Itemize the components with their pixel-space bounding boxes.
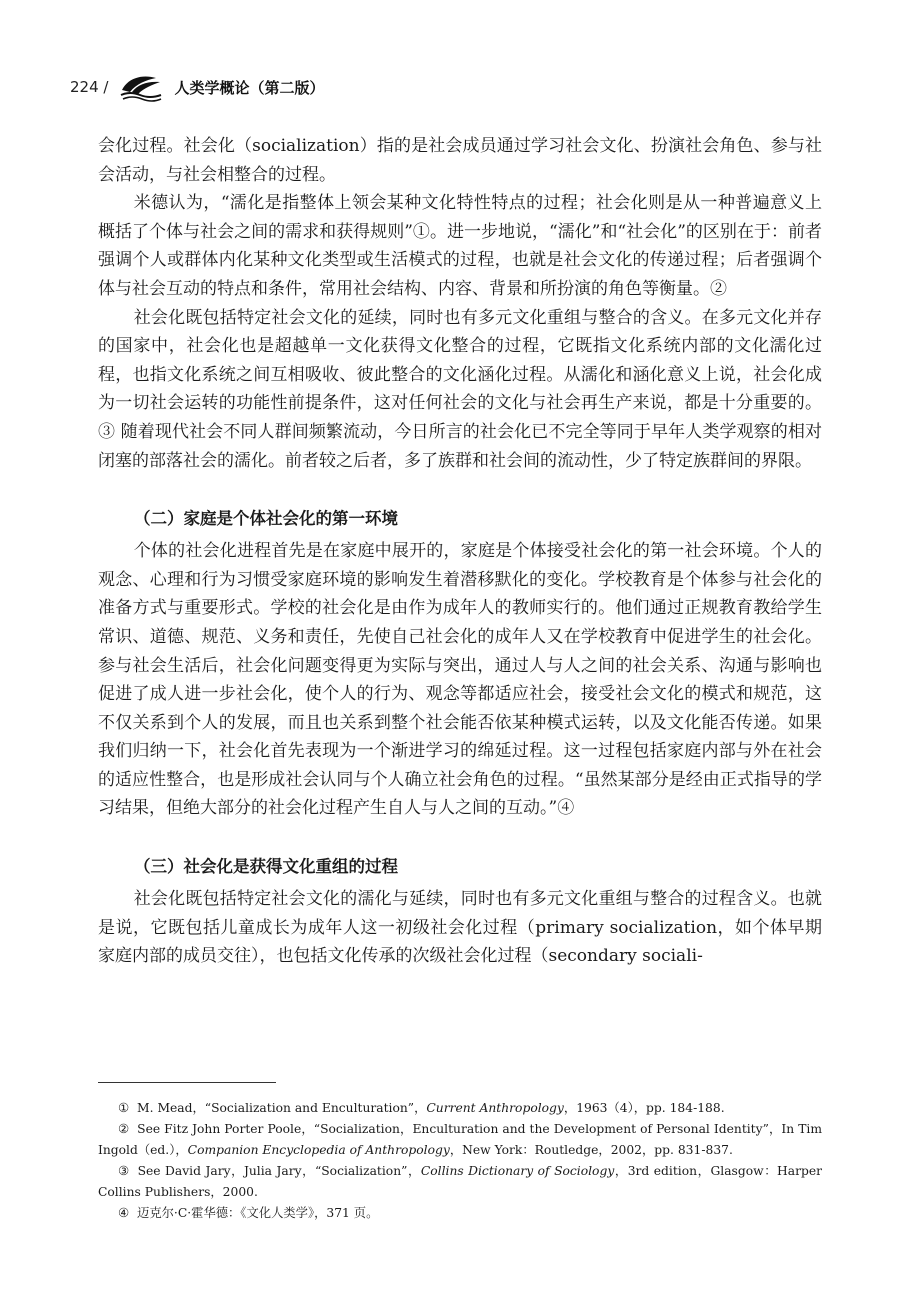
footnote-source-title: Current Anthropology xyxy=(426,1101,564,1115)
footnote-text: M. Mead，“Socialization and Enculturation”， xyxy=(137,1101,427,1115)
section-heading-2: （二）家庭是个体社会化的第一环境 xyxy=(134,509,398,529)
footnote-4 xyxy=(98,1203,822,1224)
book-title: 人类学概论（第二版） xyxy=(174,78,325,97)
footnote-2 xyxy=(98,1119,822,1161)
footnote-source-title: Companion Encyclopedia of Anthropology xyxy=(187,1143,450,1157)
footnote-text: See David Jary，Julia Jary，“Socialization”， xyxy=(137,1164,421,1178)
section-2-paragraph: 个体的社会化进程首先是在家庭中展开的，家庭是个体接受社会化的第一社会环境。个人的观念、心理和行为习惯受家庭环境的影响发生着潜移默化的变化。学校教育是个体参与社会化的准备方式与重要形式。学校的社会化是由作为成年人的教师实行的。他们通过正规教育教给学生常识、道德、规范、义务和责任，先使自己社会化的成年人又在学校教育中促进学生的社会化。参与社会生活后，社会化问题变得更为实际与突出，通过人与人之间的社会关系、沟通与影响也促进了成人进一步社会化，使个人的行为、观念等都适应社会，接受社会文化的模式和规范，这不仅关系到个人的发展，而且也关系到整个社会能否依某种模式运转，以及文化能否传递。如果我们归纳一下，社会化首先表现为一个渐进学习的绵延过程。这一过程包括家庭内部与外在社会的适应性整合，也是形成社会认同与个人确立社会角色的过程。“虽然某部分是经由正式指导的学习结果，但绝大部分的社会化过程产生自人与人之间的互动。”④ xyxy=(98,541,822,819)
paragraph-2: 米德认为，“濡化是指整体上领会某种文化特性特点的过程；社会化则是从一种普遍意义上概括了个体与社会之间的需求和获得规则”①。进一步地说，“濡化”和“社会化”的区别在于：前者强调个人或群体内化某种文化类型或生活模式的过程，也就是社会文化的传递过程；后者强调个体与社会互动的特点和条件，常用社会结构、内容、背景和所扮演的角色等衡量。② xyxy=(98,193,822,299)
leaf-wave-logo-icon xyxy=(118,72,164,102)
footnote-mark: ④ xyxy=(118,1206,130,1220)
section-3-paragraph: 社会化既包括特定社会文化的濡化与延续，同时也有多元文化重组与整合的过程含义。也就是说，它既包括儿童成长为成年人这一初级社会化过程（primary socialization，如个体早期家庭内部的成员交往），也包括文化传承的次级社会化过程（secondary sociali- xyxy=(98,889,822,967)
paragraph-1: 会化过程。社会化（socialization）指的是社会成员通过学习社会文化、扮演社会角色、参与社会活动，与社会相整合的过程。 xyxy=(98,136,822,185)
footnotes xyxy=(98,1098,822,1224)
footnote-text: See Fitz John Porter Poole，“Socialization，Enculturation and the Development of Personal Identity”，In Tim Ingold（ed.）， xyxy=(98,1122,822,1157)
footnote-text-end: ，New York：Routledge，2002，pp. 831-837. xyxy=(449,1143,733,1157)
footnote-text-end: ，1963（4），pp. 184-188. xyxy=(563,1101,725,1115)
footnote-mark: ③ xyxy=(118,1164,130,1178)
footnote-1 xyxy=(98,1098,822,1119)
body-text xyxy=(98,132,822,971)
footnote-text-end: ，3rd edition，Glasgow：Harper Collins Publishers，2000. xyxy=(98,1164,823,1199)
footnote-text: 迈克尔·C·霍华德：《文化人类学》，371 页。 xyxy=(137,1206,379,1220)
footnote-mark: ② xyxy=(118,1122,130,1136)
running-header xyxy=(70,72,324,102)
footnote-mark: ① xyxy=(118,1101,130,1115)
page-number: 224 / xyxy=(70,78,109,96)
section-heading-3: （三）社会化是获得文化重组的过程 xyxy=(134,857,398,877)
paragraph-3: 社会化既包括特定社会文化的延续，同时也有多元文化重组与整合的含义。在多元文化并存的国家中，社会化也是超越单一文化获得文化整合的过程，它既指文化系统内部的文化濡化过程，也指文化系统之间互相吸收、彼此整合的文化涵化过程。从濡化和涵化意义上说，社会化成为一切社会运转的功能性前提条件，这对任何社会的文化与社会再生产来说，都是十分重要的。③ 随着现代社会不同人群间频繁流动，今日所言的社会化已不完全等同于早年人类学观察的相对闭塞的部落社会的濡化。前者较之后者，多了族群和社会间的流动性，少了特定族群间的界限。 xyxy=(98,307,822,471)
footnote-3 xyxy=(98,1161,822,1203)
footnote-source-title: Collins Dictionary of Sociology xyxy=(420,1164,615,1178)
footnote-divider xyxy=(98,1082,276,1083)
